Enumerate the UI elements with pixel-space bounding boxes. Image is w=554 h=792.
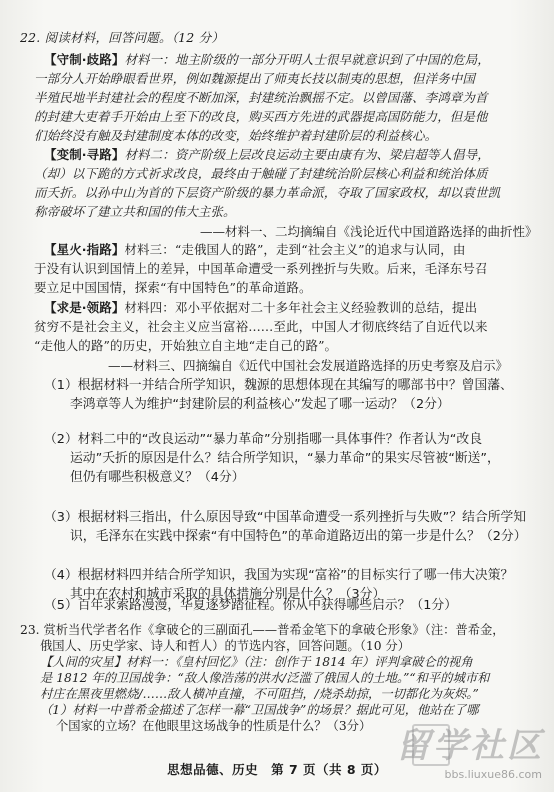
material-3-4-source: ——材料三、四摘编自《近代中国社会发展道路选择的历史考察及启示》 [108,358,509,373]
material-3-tag: 【星火·指路】 [44,242,125,257]
material-1-line-2: 半殖民地半封建社会的程度不断加深，封建统治飘摇不定。以曾国藩、李鸿章为首 [34,90,488,105]
sub-question-1-line-0: （1）根据材料一并结合所学知识，魏源的思想体现在其编写的哪部书中？曾国藩、 [44,378,513,393]
material-2 [34,145,532,221]
material-4-line-2: “走他人的路”的历史，开始独立自主地“走自己的路”。 [34,338,338,353]
watermark-url: bbs.liuxue86.com [444,768,542,781]
material-1-2-source: ——材料一、二均摘编自《浅论近代中国道路选择的曲折性》 [200,224,538,239]
material-3-line-1: 于没有认识到国情上的差异，中国革命遭受一系列挫折与失败。后来，毛泽东号召 [34,261,488,276]
sub-question-3-line-1: 识，毛泽东在实践中探索“有中国特色”的革命道路迈出的第一步是什么？（2分） [70,529,527,544]
material-4 [34,298,532,355]
question-23-line-3: 是 1812 年的卫国战争：“敌人像浩荡的洪水/泛滥了俄国人的土地。”“和平的城市和 [40,671,490,685]
sub-question-1-line-1: 李鸿章等人为维护“封建阶层的利益核心”发起了哪一运动？（2分） [70,397,450,412]
question-23-line-4: 村庄在黑夜里燃烧/……敌人横冲直撞，不可阻挡，/烧杀劫掠，一切都化为灰烬。” [40,687,479,701]
material-2-line-3: 称帝破坏了建立共和国的伟大主张。 [34,204,236,219]
material-3-line-0: 材料三：“走俄国人的路”，走到“社会主义”的追求与认同，由 [124,242,466,257]
material-4-line-1: 贫穷不是社会主义，社会主义应当富裕……至此，中国人才彻底终结了自近代以来 [34,319,488,334]
material-2-line-2: 而夭折。以孙中山为首的下层资产阶级的暴力革命派，夺取了国家政权，却以袁世凯 [34,185,501,200]
sub-question-1 [44,376,534,414]
material-1 [34,50,532,145]
material-4-tag: 【求是·领路】 [44,300,125,315]
sub-question-4-line-1: 其中在农村和城市采取的具体措施分别是什么？（3分） [70,587,386,602]
sub-question-2-line-2: 但仍有哪些积极意义？（4分） [70,470,245,485]
question-23-line-2: 【人间的灾星】材料一：《皇村回忆》（注：创作于 1814 年）评判拿破仑的视角 [40,655,473,669]
sub-question-3 [44,508,534,546]
material-3-line-2: 要立足中国国情，探索“有中国特色”的革命道路。 [34,280,312,295]
watermark-brand: 留学社区 [396,726,544,766]
material-2-tag: 【变制·寻路】 [44,147,125,162]
sub-question-2 [44,430,534,487]
question-23-line-6: 个国家的立场？在他眼里这场战争的性质是什么？（3分） [56,719,372,733]
question-22-heading: 22. 阅读材料，回答问题。（12 分） [20,30,224,45]
material-2-line-1: （却）以下跪的方式祈求改良，最终由于触碰了封建统治阶层核心利益和统治体质 [34,166,488,181]
material-4-line-0: 材料四：邓小平依据对二十多年社会主义经验教训的总结，提出 [124,300,478,315]
material-3 [34,240,532,297]
sub-question-5 [44,596,534,615]
material-1-line-3: 的封建大吏着手开始由上至下的改良，购买西方先进的武器提高国防能力，但是他 [34,109,488,124]
sub-question-4-line-0: （4）根据材料四并结合所学知识，我国为实现“富裕”的目标实行了哪一伟大决策？ [44,568,514,583]
page-footer: 思想品德、历史 第 7 页（共 8 页） [167,762,387,777]
sub-question-5-line-0: （5）百年求索路漫漫，华夏逐梦踏征程。你从中获得哪些启示？（1分） [44,598,457,613]
material-1-line-0: 材料一：地主阶级的一部分开明人士很早就意识到了中国的危局， [124,52,490,67]
sub-question-2-line-0: （2）材料二中的“改良运动”“暴力革命”分别指哪一具体事件？作者认为“改良 [44,432,482,447]
material-2-line-0: 材料二：资产阶级上层改良运动主要由康有为、梁启超等人倡导， [124,147,490,162]
material-1-tag: 【守制·歧路】 [44,52,125,67]
question-23-line-1: 俄国人、历史学家、诗人和哲人）的节选内容，回答问题。（10 分） [40,639,411,653]
sub-question-3-line-0: （3）根据材料三指出，什么原因导致“中国革命遭受一系列挫折与失败”？结合所学知 [44,510,527,525]
sub-question-2-line-1: 运动”夭折的原因是什么？结合所学知识，“暴力革命”的果实尽管被“断送”， [70,451,500,466]
material-1-line-4: 们始终没有触及封建制度本体的改变，始终维护着封建阶层的利益核心。 [34,128,438,143]
question-23-line-0: 23. 赏析当代学者名作《拿破仑的三副面孔——普希金笔下的拿破仑形象》（注：普希金， [20,623,505,637]
material-1-line-1: 一部分人开始睁眼看世界，例如魏源提出了师夷长技以制夷的思想，但洋务中国 [34,71,476,86]
question-23-line-5: （1）材料一中普希金描述了怎样一幕“卫国战争”的场景？据此可见，他站在了哪 [40,703,479,717]
